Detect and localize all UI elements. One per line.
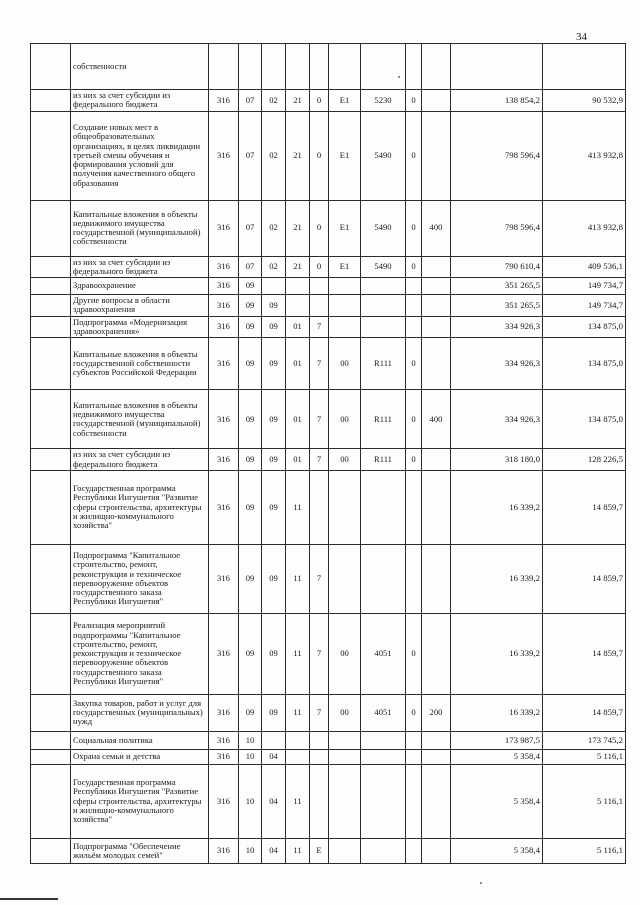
row-amount-executed: 409 536,1 (543, 256, 626, 278)
row-name: из них за счет субсидии из федерального бюджета (71, 256, 209, 278)
row-expense-type (422, 544, 451, 613)
row-event (329, 295, 361, 317)
row-code-suffix (406, 544, 422, 613)
row-expense-type (422, 295, 451, 317)
row-section: 09 (239, 449, 262, 471)
row-subprogram (310, 470, 329, 544)
row-margin-cell (31, 731, 71, 749)
row-amount-planned: 798 596,4 (451, 111, 543, 200)
row-margin-cell (31, 613, 71, 694)
row-subsection: 09 (262, 694, 286, 731)
row-amount-executed: 14 859,7 (543, 544, 626, 613)
row-amount-planned: 16 339,2 (451, 470, 543, 544)
row-amount-planned: 138 854,2 (451, 90, 543, 112)
row-expense-type (422, 44, 451, 90)
row-margin-cell (31, 544, 71, 613)
table-row (31, 694, 626, 731)
row-direction: 5490 (361, 256, 406, 278)
row-name: Охрана семьи и детства (71, 749, 209, 764)
row-subsection: 09 (262, 390, 286, 449)
row-code: 316 (209, 390, 239, 449)
row-code: 316 (209, 544, 239, 613)
row-subprogram (310, 749, 329, 764)
row-subprogram: E (310, 838, 329, 863)
row-name: Создание новых мест в общеобразовательных организациях, в целях ликвидации третьей смены обучения и формирования условий для получения качественного общего образования (71, 111, 209, 200)
row-amount-planned (451, 44, 543, 90)
row-expense-type (422, 256, 451, 278)
table-row (31, 200, 626, 256)
row-event (329, 749, 361, 764)
table-row (31, 390, 626, 449)
row-amount-executed: 413 932,8 (543, 111, 626, 200)
row-code (209, 44, 239, 90)
row-section: 07 (239, 256, 262, 278)
row-subsection: 09 (262, 470, 286, 544)
table-row (31, 278, 626, 295)
row-code-suffix (406, 731, 422, 749)
row-program (286, 44, 310, 90)
row-subsection: 09 (262, 338, 286, 390)
row-expense-type (422, 449, 451, 471)
row-program: 11 (286, 764, 310, 838)
row-name: Другие вопросы в области здравоохранения (71, 295, 209, 317)
row-subprogram: 0 (310, 111, 329, 200)
row-amount-executed: 134 875,0 (543, 338, 626, 390)
row-margin-cell (31, 749, 71, 764)
row-section: 09 (239, 613, 262, 694)
table-row (31, 111, 626, 200)
row-amount-planned: 16 339,2 (451, 544, 543, 613)
row-event (329, 44, 361, 90)
row-subsection: 04 (262, 764, 286, 838)
row-code: 316 (209, 295, 239, 317)
row-amount-executed: 14 859,7 (543, 613, 626, 694)
row-amount-planned: 173 987,5 (451, 731, 543, 749)
row-subprogram: 7 (310, 338, 329, 390)
row-program (286, 749, 310, 764)
row-margin-cell (31, 111, 71, 200)
row-expense-type (422, 613, 451, 694)
row-amount-planned: 790 610,4 (451, 256, 543, 278)
row-code: 316 (209, 449, 239, 471)
scan-speck (480, 882, 482, 884)
row-event (329, 316, 361, 338)
row-subsection: 09 (262, 295, 286, 317)
row-direction: R111 (361, 338, 406, 390)
row-code-suffix: 0 (406, 694, 422, 731)
row-amount-executed: 14 859,7 (543, 694, 626, 731)
row-expense-type: 400 (422, 390, 451, 449)
row-direction (361, 764, 406, 838)
row-subsection: 09 (262, 316, 286, 338)
row-event (329, 470, 361, 544)
row-section: 10 (239, 731, 262, 749)
row-margin-cell (31, 694, 71, 731)
row-direction (361, 295, 406, 317)
row-name: из них за счет субсидии из федерального бюджета (71, 449, 209, 471)
row-name: Подпрограмма "Обеспечение жильём молодых семей" (71, 838, 209, 863)
row-name: собственности (71, 44, 209, 90)
row-amount-planned: 318 180,0 (451, 449, 543, 471)
row-margin-cell (31, 256, 71, 278)
row-expense-type: 200 (422, 694, 451, 731)
row-subsection (262, 44, 286, 90)
row-code-suffix (406, 470, 422, 544)
row-section: 09 (239, 278, 262, 295)
row-code: 316 (209, 731, 239, 749)
row-code-suffix (406, 295, 422, 317)
row-subsection: 04 (262, 838, 286, 863)
row-subprogram: 7 (310, 449, 329, 471)
row-program: 01 (286, 449, 310, 471)
row-margin-cell (31, 470, 71, 544)
row-code: 316 (209, 90, 239, 112)
row-name: Государственная программа Республики Ингушетия "Развитие сферы строительства, архитектуры и жилищно-коммунального хозяйства" (71, 470, 209, 544)
table-row (31, 764, 626, 838)
row-expense-type (422, 731, 451, 749)
table-row (31, 749, 626, 764)
row-code-suffix: 0 (406, 256, 422, 278)
row-name: Капитальные вложения в объекты государственной собственности субъектов Российской Федерации (71, 338, 209, 390)
row-code-suffix: 0 (406, 111, 422, 200)
row-amount-planned: 5 358,4 (451, 764, 543, 838)
row-name: Закупка товаров, работ и услуг для государственных (муниципальных) нужд (71, 694, 209, 731)
row-code: 316 (209, 316, 239, 338)
row-subprogram (310, 278, 329, 295)
row-direction: R111 (361, 390, 406, 449)
row-expense-type (422, 838, 451, 863)
row-margin-cell (31, 44, 71, 90)
row-section: 07 (239, 111, 262, 200)
row-expense-type (422, 111, 451, 200)
row-direction: 5230 (361, 90, 406, 112)
row-code-suffix (406, 838, 422, 863)
row-section: 09 (239, 694, 262, 731)
row-event: E1 (329, 111, 361, 200)
row-subsection: 04 (262, 749, 286, 764)
row-direction (361, 749, 406, 764)
row-subprogram: 0 (310, 256, 329, 278)
row-code-suffix: 0 (406, 449, 422, 471)
row-margin-cell (31, 90, 71, 112)
row-name: Подпрограмма «Модернизация здравоохранения» (71, 316, 209, 338)
row-margin-cell (31, 449, 71, 471)
row-code-suffix: 0 (406, 338, 422, 390)
row-subprogram: 0 (310, 200, 329, 256)
row-program: 11 (286, 470, 310, 544)
table-row (31, 44, 626, 90)
row-code-suffix: 0 (406, 390, 422, 449)
row-direction: 4051 (361, 694, 406, 731)
row-amount-planned: 334 926,3 (451, 338, 543, 390)
row-section: 07 (239, 90, 262, 112)
row-code: 316 (209, 470, 239, 544)
row-margin-cell (31, 295, 71, 317)
row-subsection (262, 278, 286, 295)
row-code-suffix (406, 278, 422, 295)
row-name: из них за счет субсидии из федерального бюджета (71, 90, 209, 112)
row-direction: R111 (361, 449, 406, 471)
row-event (329, 764, 361, 838)
row-name: Реализация мероприятий подпрограммы "Капитальное строительство, ремонт, реконструкция и техническое перевооружение объектов государственного заказа Республики Ингушетия" (71, 613, 209, 694)
row-expense-type (422, 764, 451, 838)
row-section: 10 (239, 764, 262, 838)
table-row (31, 256, 626, 278)
row-program (286, 295, 310, 317)
row-amount-planned: 334 926,3 (451, 316, 543, 338)
row-code: 316 (209, 256, 239, 278)
row-direction: 5490 (361, 200, 406, 256)
row-code: 316 (209, 338, 239, 390)
row-expense-type (422, 749, 451, 764)
row-direction (361, 316, 406, 338)
table-row (31, 316, 626, 338)
row-subprogram: 7 (310, 544, 329, 613)
row-code: 316 (209, 278, 239, 295)
row-subsection: 02 (262, 111, 286, 200)
row-program: 21 (286, 200, 310, 256)
table-row (31, 544, 626, 613)
row-amount-planned: 5 358,4 (451, 749, 543, 764)
row-expense-type (422, 278, 451, 295)
row-amount-planned: 334 926,3 (451, 390, 543, 449)
row-code: 316 (209, 838, 239, 863)
row-subprogram: 7 (310, 613, 329, 694)
row-direction (361, 544, 406, 613)
row-expense-type: 400 (422, 200, 451, 256)
row-name: Капитальные вложения в объекты недвижимого имущества государственной (муниципальной) собственности (71, 200, 209, 256)
row-subprogram (310, 295, 329, 317)
budget-table (30, 43, 626, 864)
row-code-suffix (406, 316, 422, 338)
row-program: 11 (286, 544, 310, 613)
row-amount-executed: 90 532,9 (543, 90, 626, 112)
table-row (31, 338, 626, 390)
row-amount-planned: 351 265,5 (451, 278, 543, 295)
row-program (286, 278, 310, 295)
row-program (286, 731, 310, 749)
row-subsection: 09 (262, 449, 286, 471)
row-code: 316 (209, 200, 239, 256)
row-subsection: 02 (262, 200, 286, 256)
row-event (329, 544, 361, 613)
row-name: Государственная программа Республики Ингушетия "Развитие сферы строительства, архитектуры и жилищно-коммунального хозяйства" (71, 764, 209, 838)
row-program: 01 (286, 316, 310, 338)
row-amount-executed: 5 116,1 (543, 838, 626, 863)
row-section: 10 (239, 749, 262, 764)
row-direction (361, 44, 406, 90)
row-event (329, 838, 361, 863)
row-direction (361, 838, 406, 863)
table-row (31, 470, 626, 544)
row-subprogram (310, 44, 329, 90)
row-event: 00 (329, 390, 361, 449)
row-subsection: 02 (262, 90, 286, 112)
row-direction: 5490 (361, 111, 406, 200)
row-program: 11 (286, 838, 310, 863)
row-code: 316 (209, 694, 239, 731)
row-name: Подпрограмма "Капитальное строительство, ремонт, реконструкция и техническое перевооружение объектов государственного заказа Республики Ингушетия" (71, 544, 209, 613)
row-code: 316 (209, 764, 239, 838)
row-subprogram: 7 (310, 694, 329, 731)
row-amount-executed: 173 745,2 (543, 731, 626, 749)
row-subprogram: 7 (310, 316, 329, 338)
page-number: 34 (576, 31, 587, 43)
row-section: 09 (239, 316, 262, 338)
row-amount-planned: 16 339,2 (451, 694, 543, 731)
row-amount-executed: 5 116,1 (543, 764, 626, 838)
row-expense-type (422, 90, 451, 112)
row-margin-cell (31, 338, 71, 390)
row-expense-type (422, 316, 451, 338)
row-event: 00 (329, 338, 361, 390)
row-name: Здравоохранение (71, 278, 209, 295)
row-amount-executed: 149 734,7 (543, 278, 626, 295)
row-direction: 4051 (361, 613, 406, 694)
table-row (31, 449, 626, 471)
row-event: 00 (329, 613, 361, 694)
table-row (31, 613, 626, 694)
row-program: 01 (286, 390, 310, 449)
row-program: 21 (286, 90, 310, 112)
row-section: 07 (239, 200, 262, 256)
scan-speck (398, 76, 400, 78)
row-section: 09 (239, 390, 262, 449)
row-name: Социальная политика (71, 731, 209, 749)
row-amount-planned: 5 358,4 (451, 838, 543, 863)
row-code: 316 (209, 111, 239, 200)
row-subprogram: 0 (310, 90, 329, 112)
row-event: E1 (329, 256, 361, 278)
row-margin-cell (31, 838, 71, 863)
row-event (329, 278, 361, 295)
row-expense-type (422, 470, 451, 544)
row-program: 11 (286, 694, 310, 731)
row-subsection (262, 731, 286, 749)
row-amount-executed (543, 44, 626, 90)
row-expense-type (422, 338, 451, 390)
row-code-suffix: 0 (406, 90, 422, 112)
row-amount-executed: 149 734,7 (543, 295, 626, 317)
row-section: 09 (239, 544, 262, 613)
row-code-suffix (406, 749, 422, 764)
row-direction (361, 278, 406, 295)
row-margin-cell (31, 200, 71, 256)
row-section: 09 (239, 470, 262, 544)
table-row (31, 838, 626, 863)
row-code: 316 (209, 749, 239, 764)
row-program: 11 (286, 613, 310, 694)
row-margin-cell (31, 316, 71, 338)
row-amount-executed: 134 875,0 (543, 316, 626, 338)
row-event: E1 (329, 200, 361, 256)
row-section: 09 (239, 338, 262, 390)
row-amount-executed: 134 875,0 (543, 390, 626, 449)
row-margin-cell (31, 278, 71, 295)
row-code-suffix (406, 764, 422, 838)
row-event: E1 (329, 90, 361, 112)
row-event: 00 (329, 449, 361, 471)
row-program: 21 (286, 256, 310, 278)
row-amount-planned: 16 339,2 (451, 613, 543, 694)
row-program: 01 (286, 338, 310, 390)
row-event (329, 731, 361, 749)
table-row (31, 90, 626, 112)
row-subprogram: 7 (310, 390, 329, 449)
row-section: 09 (239, 295, 262, 317)
row-direction (361, 470, 406, 544)
row-subsection: 09 (262, 613, 286, 694)
row-subsection: 02 (262, 256, 286, 278)
row-code-suffix: 0 (406, 200, 422, 256)
row-code-suffix: 0 (406, 613, 422, 694)
footer-line (0, 898, 58, 900)
row-subsection: 09 (262, 544, 286, 613)
row-section (239, 44, 262, 90)
row-amount-executed: 14 859,7 (543, 470, 626, 544)
row-margin-cell (31, 390, 71, 449)
row-code: 316 (209, 613, 239, 694)
row-direction (361, 731, 406, 749)
table-row (31, 731, 626, 749)
row-event: 00 (329, 694, 361, 731)
row-program: 21 (286, 111, 310, 200)
row-name: Капитальные вложения в объекты недвижимого имущества государственной (муниципальной) собственности (71, 390, 209, 449)
row-amount-executed: 128 226,5 (543, 449, 626, 471)
row-margin-cell (31, 764, 71, 838)
row-amount-planned: 351 265,5 (451, 295, 543, 317)
row-subprogram (310, 731, 329, 749)
row-amount-executed: 5 116,1 (543, 749, 626, 764)
table-row (31, 295, 626, 317)
row-code-suffix (406, 44, 422, 90)
row-section: 10 (239, 838, 262, 863)
row-amount-executed: 413 932,8 (543, 200, 626, 256)
row-amount-planned: 798 596,4 (451, 200, 543, 256)
row-subprogram (310, 764, 329, 838)
